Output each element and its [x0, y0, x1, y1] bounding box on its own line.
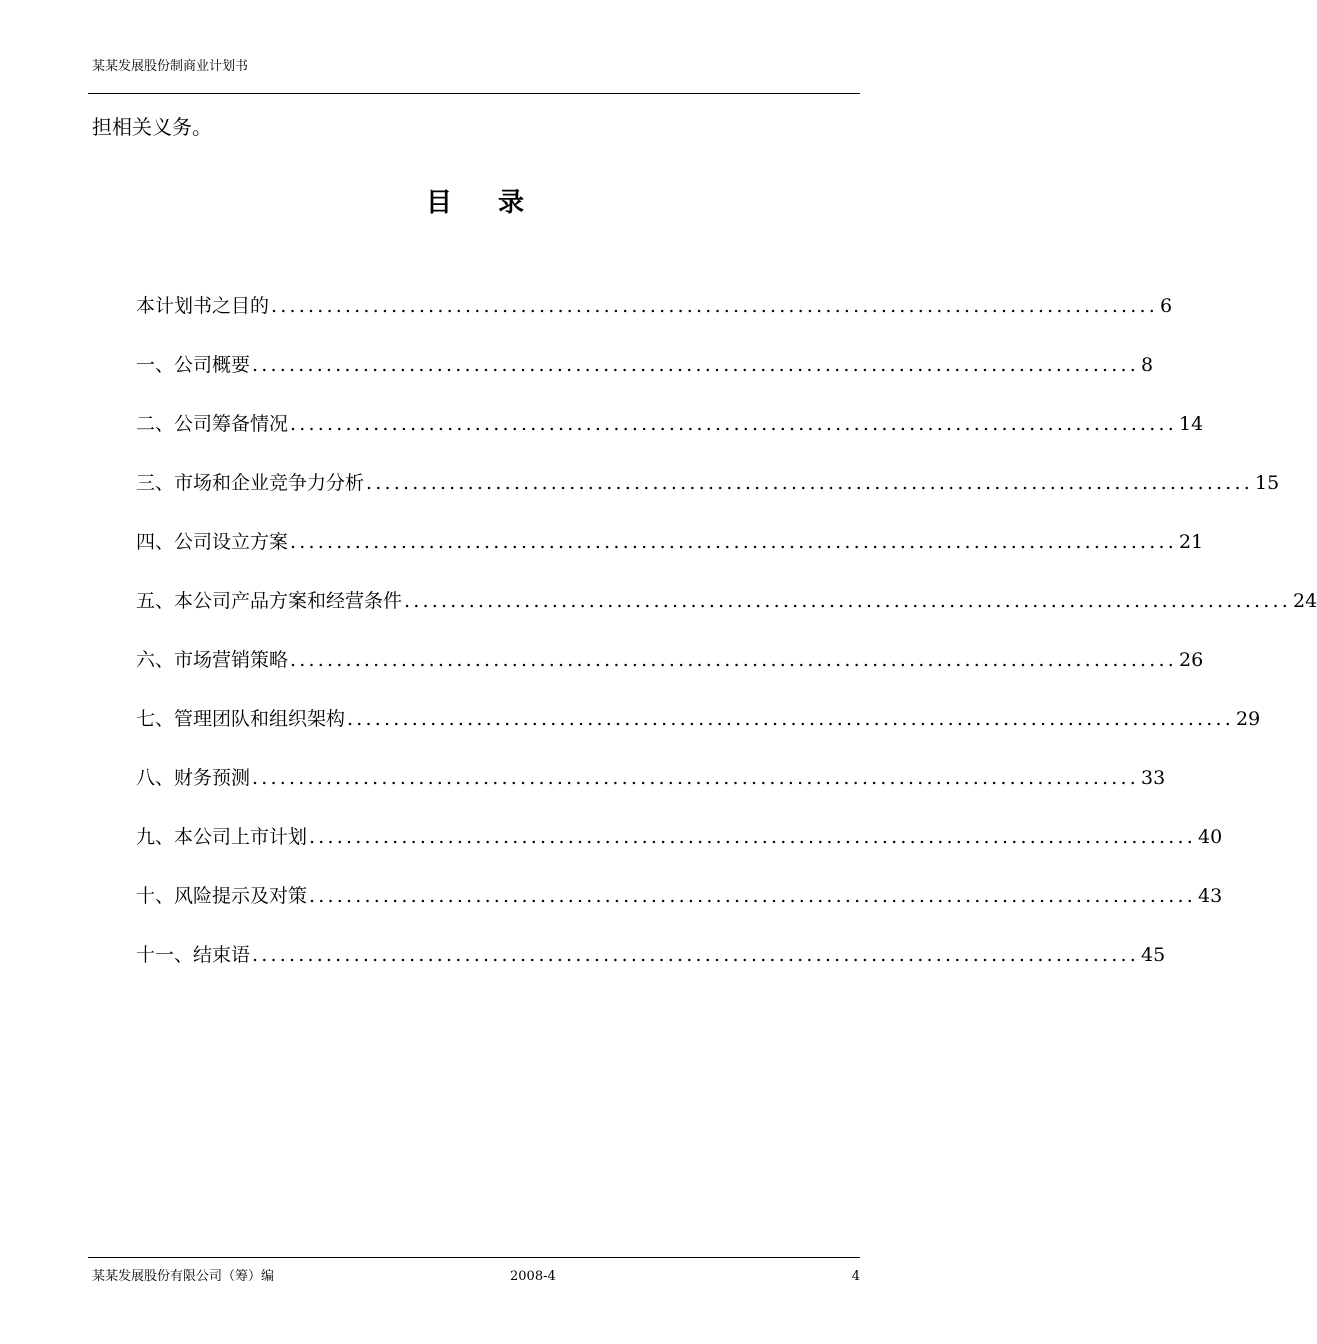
toc-entry[interactable] [136, 465, 1280, 524]
toc-entry[interactable] [136, 406, 1204, 465]
toc-entry-label: 十一、结束语 [136, 944, 251, 966]
toc-dot-leader: ................................................................................................ [404, 590, 1292, 612]
toc-dot-leader: ................................................................................................ [252, 767, 1140, 789]
toc-entry-label: 七、管理团队和组织架构 [136, 708, 346, 730]
toc-entry-label: 九、本公司上市计划 [136, 826, 308, 848]
toc-entry-label: 二、公司筹备情况 [136, 413, 289, 435]
toc-dot-leader: ................................................................................................ [290, 413, 1178, 435]
toc-entry-page: 40 [1198, 826, 1223, 848]
toc-entry-page: 26 [1179, 649, 1204, 671]
footer-company: 某某发展股份有限公司（筹）编 [92, 1269, 275, 1284]
toc-entry[interactable] [136, 819, 1223, 878]
footer-divider [88, 1257, 860, 1258]
toc-entry-label: 一、公司概要 [136, 354, 251, 376]
header-divider [88, 93, 860, 94]
toc-entry-page: 15 [1255, 472, 1280, 494]
toc-entry[interactable] [136, 937, 1166, 996]
toc-dot-leader: ................................................................................................ [309, 826, 1197, 848]
toc-entry[interactable] [136, 347, 1154, 406]
toc-dot-leader: ................................................................................................ [271, 295, 1159, 317]
toc-entry-page: 14 [1179, 413, 1204, 435]
toc-entry-page: 8 [1141, 354, 1154, 376]
toc-dot-leader: ................................................................................................ [309, 885, 1197, 907]
toc-entry-label: 五、本公司产品方案和经营条件 [136, 590, 403, 612]
toc-dot-leader: ................................................................................................ [290, 531, 1178, 553]
toc-entry-label: 十、风险提示及对策 [136, 885, 308, 907]
toc-dot-leader: ................................................................................................ [290, 649, 1178, 671]
footer-page-number: 4 [851, 1269, 860, 1284]
toc-entry-page: 21 [1179, 531, 1204, 553]
toc-entry[interactable] [136, 524, 1204, 583]
toc-entry-page: 45 [1141, 944, 1166, 966]
toc-list [136, 288, 1317, 996]
toc-dot-leader: ................................................................................................ [347, 708, 1235, 730]
toc-dot-leader: ................................................................................................ [252, 944, 1140, 966]
toc-entry-label: 三、市场和企业竞争力分析 [136, 472, 365, 494]
toc-entry[interactable] [136, 760, 1166, 819]
toc-heading: 目录 [425, 188, 570, 218]
toc-entry[interactable] [136, 878, 1223, 937]
toc-entry-label: 八、财务预测 [136, 767, 251, 789]
carry-over-paragraph: 担相关义务。 [92, 115, 212, 139]
toc-entry-page: 6 [1160, 295, 1173, 317]
toc-entry-page: 29 [1236, 708, 1261, 730]
toc-entry-label: 本计划书之目的 [136, 295, 270, 317]
toc-entry-page: 33 [1141, 767, 1166, 789]
footer-date: 2008-4 [510, 1269, 556, 1284]
toc-entry-page: 24 [1293, 590, 1317, 612]
toc-entry[interactable] [136, 583, 1317, 642]
toc-entry[interactable] [136, 642, 1204, 701]
toc-entry-page: 43 [1198, 885, 1223, 907]
toc-entry-label: 四、公司设立方案 [136, 531, 289, 553]
toc-dot-leader: ................................................................................................ [252, 354, 1140, 376]
toc-entry-label: 六、市场营销策略 [136, 649, 289, 671]
toc-entry[interactable] [136, 701, 1261, 760]
toc-entry[interactable] [136, 288, 1173, 347]
toc-dot-leader: ................................................................................................ [366, 472, 1254, 494]
running-header-title: 某某发展股份制商业计划书 [92, 59, 249, 74]
